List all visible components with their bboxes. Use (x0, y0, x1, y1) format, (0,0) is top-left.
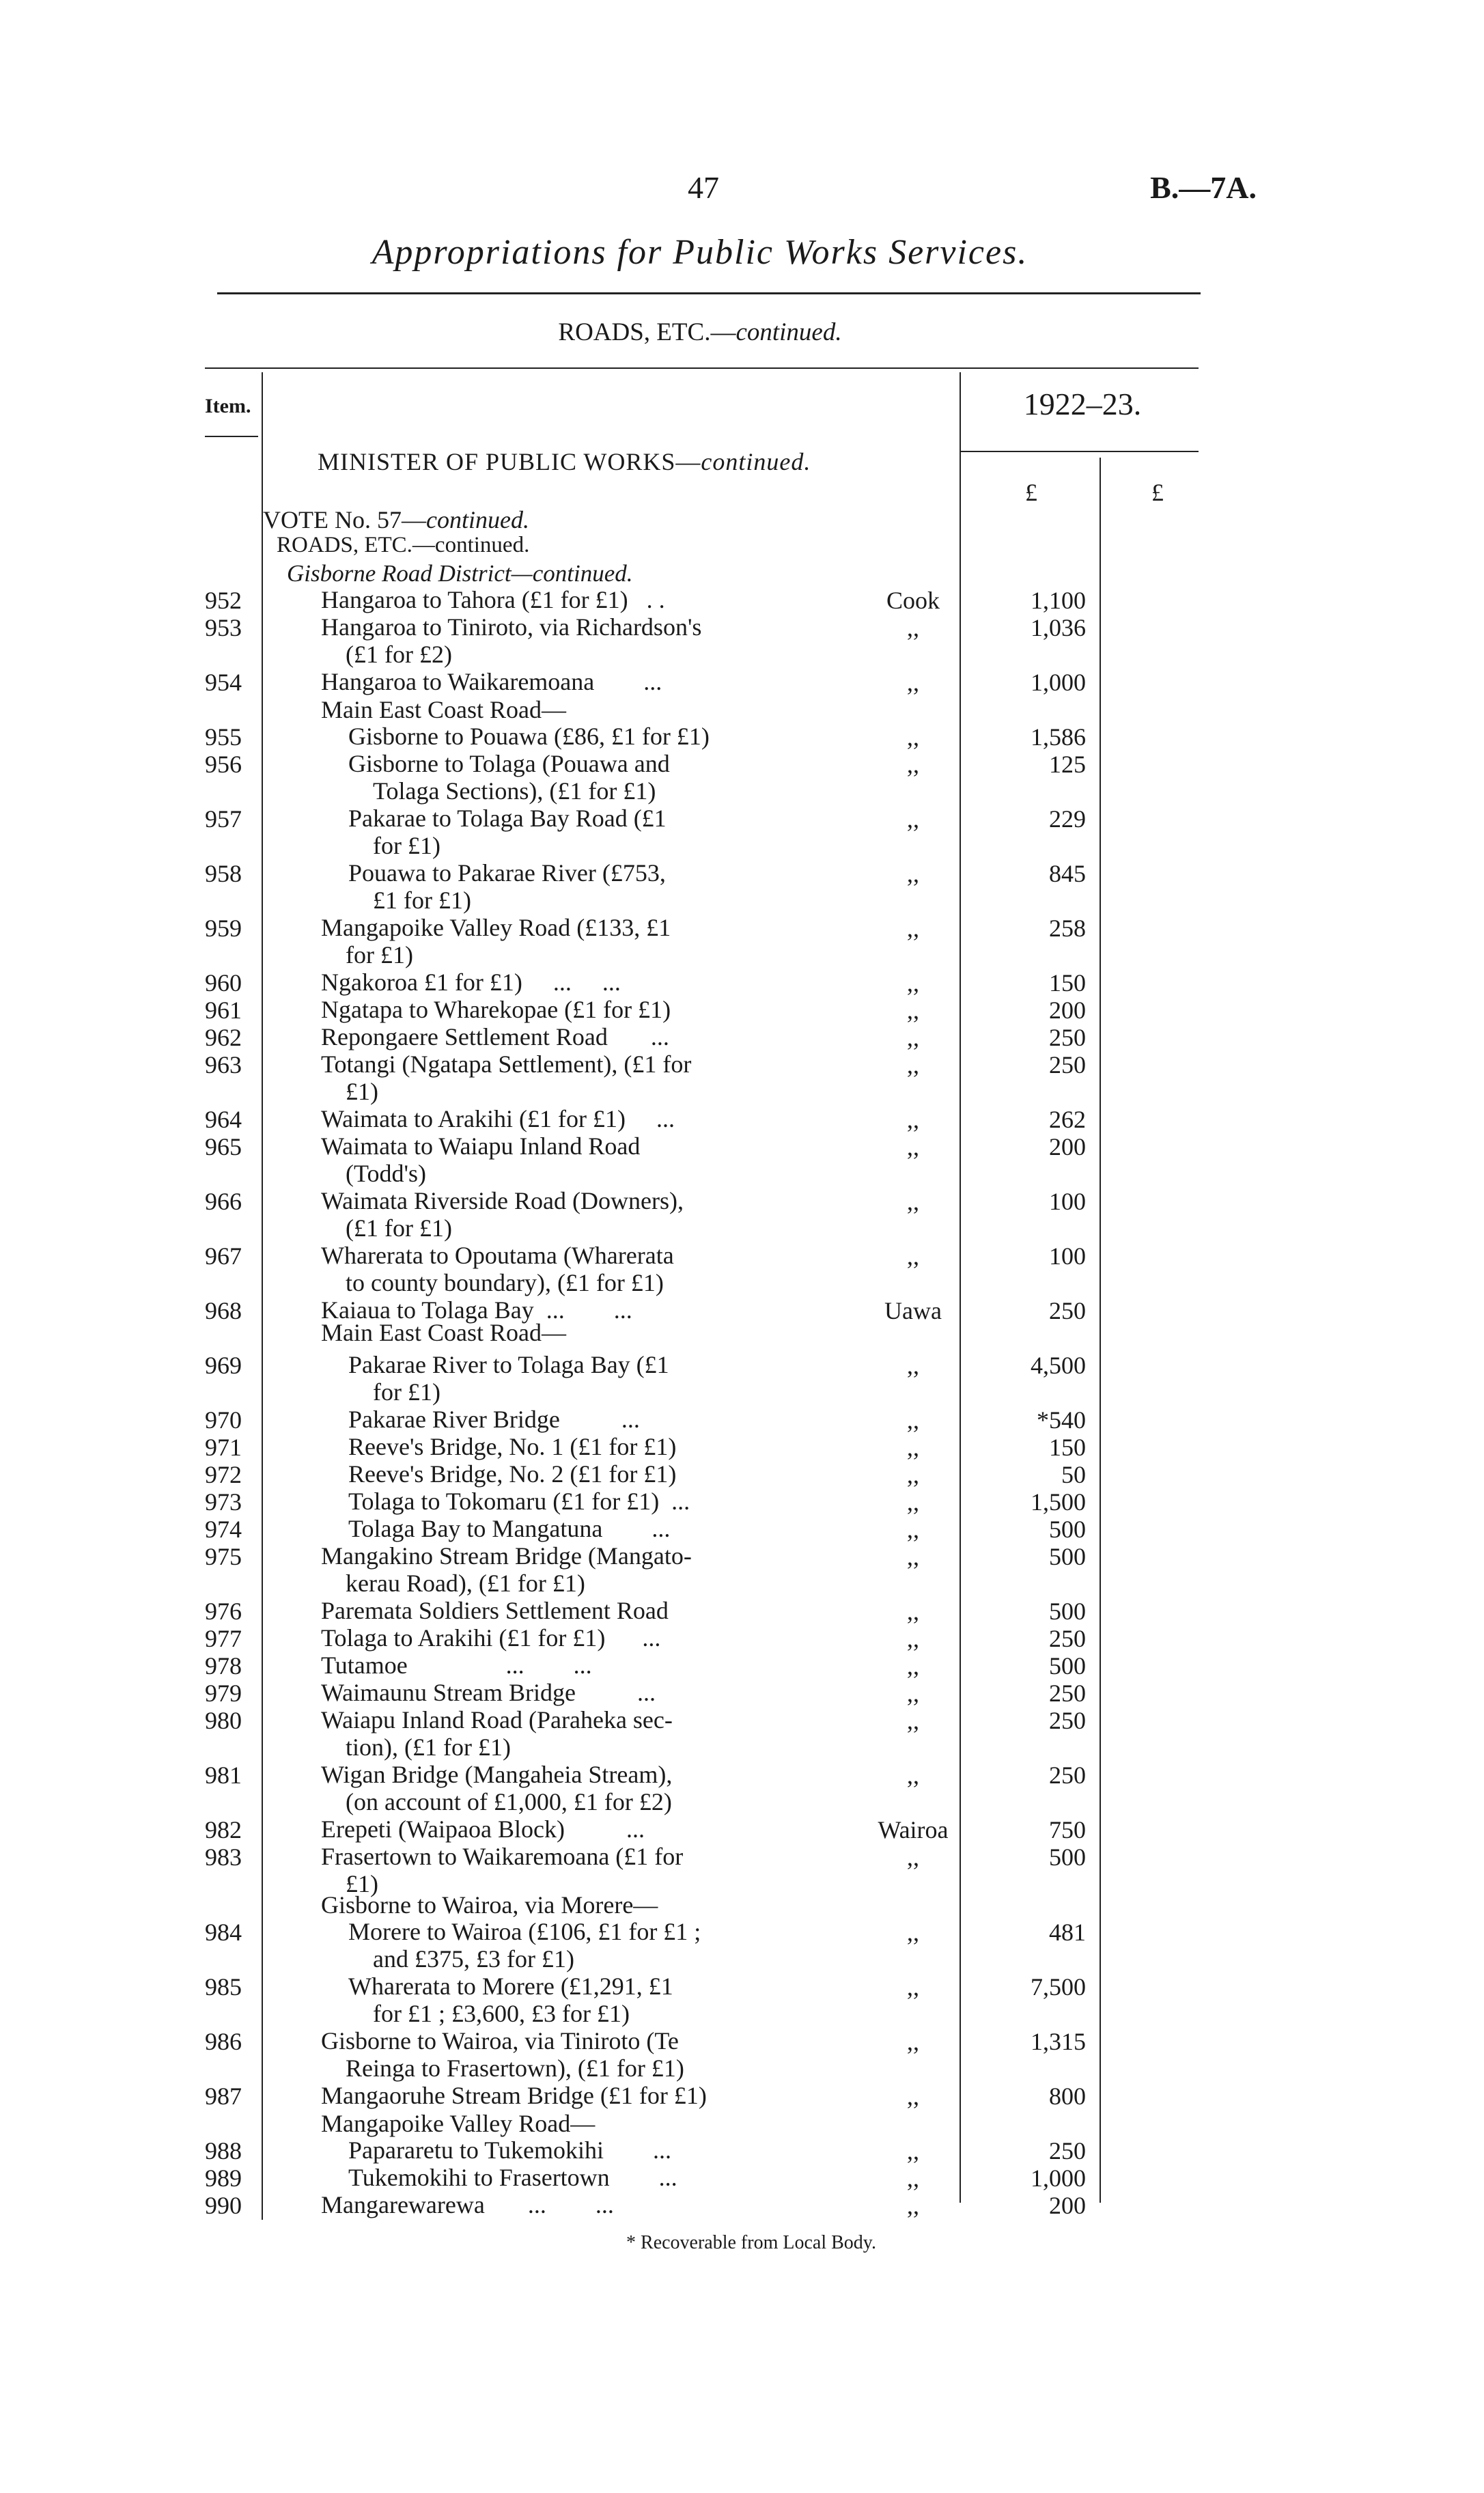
item-description (321, 1597, 669, 1624)
county-name: ,, (907, 751, 919, 778)
county-name: ,, (907, 1516, 919, 1543)
amount-value: 250 (1049, 1707, 1086, 1734)
amount-value: 100 (1049, 1188, 1086, 1215)
county-name: ,, (907, 1406, 919, 1434)
amount-value: 1,000 (1031, 669, 1086, 696)
item-number: 973 (205, 1488, 242, 1516)
item-number: 978 (205, 1652, 242, 1680)
description-line: Kaiaua to Tolaga Bay ... ... (321, 1296, 632, 1324)
item-number: 961 (205, 997, 242, 1024)
description-line: (on account of £1,000, £1 for £2) (346, 1788, 672, 1815)
description-line: Repongaere Settlement Road ... (321, 1023, 669, 1050)
county-name: ,, (907, 1133, 919, 1160)
description-line: Pouawa to Pakarae River (£753, (348, 859, 666, 887)
item-number: 967 (205, 1242, 242, 1270)
description-line: £1) (346, 1078, 378, 1105)
item-number: 953 (205, 614, 242, 641)
table-top-rule (205, 367, 1199, 369)
amount-value: 100 (1049, 1242, 1086, 1270)
item-description (348, 1918, 701, 1973)
county-name: ,, (907, 669, 919, 696)
item-description (321, 613, 701, 668)
description-line: (£1 for £1) (346, 1214, 452, 1242)
item-description (321, 1132, 640, 1187)
item-number: 971 (205, 1434, 242, 1461)
description-line: Pakarae River Bridge ... (348, 1406, 640, 1433)
county-name: ,, (907, 1919, 919, 1946)
amount-value: 500 (1049, 1543, 1086, 1570)
item-number: 975 (205, 1543, 242, 1570)
item-description (348, 723, 710, 750)
item-description (321, 1105, 675, 1132)
description-line: for £1) (373, 832, 440, 859)
year-header-rule (960, 451, 1199, 452)
county-name: ,, (907, 2192, 919, 2219)
description-line: Tolaga Sections), (£1 for £1) (373, 777, 656, 805)
item-number: 969 (205, 1352, 242, 1379)
vote-heading (263, 505, 529, 534)
item-description (321, 1706, 673, 1761)
item-column-divider (262, 372, 263, 2220)
description-line: Gisborne to Tolaga (Pouawa and (348, 750, 670, 777)
description-line: Wharerata to Morere (£1,291, £1 (348, 1973, 673, 2000)
amount-value: 258 (1049, 915, 1086, 942)
amount-value: 500 (1049, 1843, 1086, 1871)
item-number: 983 (205, 1843, 242, 1871)
description-line: Reeve's Bridge, No. 2 (£1 for £1) (348, 1460, 677, 1488)
item-number: 959 (205, 915, 242, 942)
description-line: Paremata Soldiers Settlement Road (321, 1597, 669, 1624)
amount-value: 500 (1049, 1598, 1086, 1625)
description-line: Tolaga to Arakihi (£1 for £1) ... (321, 1624, 661, 1652)
description-line: and £375, £3 for £1) (373, 1945, 574, 1973)
amount-value: 200 (1049, 997, 1086, 1024)
item-description (348, 1973, 673, 2027)
description-line: kerau Road), (£1 for £1) (346, 1570, 585, 1597)
description-line: Morere to Wairoa (£106, £1 for £1 ; (348, 1918, 701, 1945)
item-number: 981 (205, 1761, 242, 1789)
county-name: ,, (907, 805, 919, 833)
description-line: Tolaga to Tokomaru (£1 for £1) ... (348, 1488, 690, 1515)
description-line: Mangarewarewa ... ... (321, 2191, 614, 2218)
item-number: 957 (205, 805, 242, 833)
amount-value: 1,315 (1031, 2028, 1086, 2055)
title-rule (217, 292, 1201, 294)
item-description (321, 2082, 707, 2109)
county-name: ,, (907, 1761, 919, 1789)
item-header-rule (205, 436, 258, 437)
amount-value: 250 (1049, 1761, 1086, 1789)
description-line: Waimata to Arakihi (£1 for £1) ... (321, 1105, 675, 1132)
vote-heading-main: VOTE No. 57— (263, 506, 426, 533)
description-line: Hangaroa to Tiniroto, via Richardson's (321, 613, 702, 641)
amount-value: 250 (1049, 2137, 1086, 2164)
county-name: ,, (907, 1188, 919, 1215)
county-name: ,, (907, 2164, 919, 2192)
amount-value: 250 (1049, 1024, 1086, 1051)
page-title: Appropriations for Public Works Services. (372, 233, 1028, 272)
item-description (321, 668, 662, 695)
item-number: 954 (205, 669, 242, 696)
description-line: (£1 for £2) (346, 641, 452, 668)
description-line: Reeve's Bridge, No. 1 (£1 for £1) (348, 1433, 677, 1460)
pound-unit-column-1: £ (1025, 479, 1037, 506)
county-name: ,, (907, 915, 919, 942)
county-name: ,, (907, 2028, 919, 2055)
item-description (321, 1652, 592, 1679)
district-heading: Gisborne Road District—continued. (287, 560, 633, 587)
item-number: 988 (205, 2137, 242, 2164)
item-description (348, 1488, 690, 1515)
county-name: ,, (907, 1352, 919, 1379)
amount-value: 500 (1049, 1652, 1086, 1680)
county-name: ,, (907, 1598, 919, 1625)
item-description (321, 1815, 645, 1843)
description-line: Waimata to Waiapu Inland Road (321, 1132, 641, 1160)
amount-value: 200 (1049, 1133, 1086, 1160)
minister-heading-italic: continued. (701, 448, 811, 475)
item-number: 952 (205, 587, 242, 614)
amount-value: 4,500 (1031, 1352, 1086, 1379)
item-number: 990 (205, 2192, 242, 2219)
amount-value: 262 (1049, 1106, 1086, 1133)
subheading-main-east-coast-road-2: Main East Coast Road— (321, 1319, 566, 1346)
description-line: Tutamoe ... ... (321, 1652, 592, 1679)
description-line: Tolaga Bay to Mangatuna ... (348, 1515, 671, 1542)
county-name: ,, (907, 1680, 919, 1707)
amount-value: 1,586 (1031, 723, 1086, 751)
county-name: ,, (907, 614, 919, 641)
description-line: Tukemokihi to Frasertown ... (348, 2164, 677, 2191)
amount-value: 150 (1049, 969, 1086, 997)
roads-subheading: ROADS, ETC.—continued. (277, 533, 530, 557)
amount-value: 125 (1049, 751, 1086, 778)
description-line: Waimaunu Stream Bridge ... (321, 1679, 656, 1706)
county-name: ,, (907, 1488, 919, 1516)
item-description (348, 1515, 670, 1542)
county-name: ,, (907, 1625, 919, 1652)
description-line: Hangaroa to Tahora (£1 for £1) . . (321, 586, 665, 613)
description-line: Mangaoruhe Stream Bridge (£1 for £1) (321, 2082, 707, 2109)
county-name: ,, (907, 2083, 919, 2110)
county-name: ,, (907, 1652, 919, 1680)
item-description (348, 1460, 676, 1488)
subheading-main-east-coast-road: Main East Coast Road— (321, 696, 566, 723)
county-name: ,, (907, 1843, 919, 1871)
description-line: Wigan Bridge (Mangaheia Stream), (321, 1761, 673, 1788)
amount-value: *540 (1037, 1406, 1086, 1434)
total-column-divider (1100, 458, 1101, 2203)
item-description (321, 2027, 684, 2082)
county-name: ,, (907, 1242, 919, 1270)
item-number: 962 (205, 1024, 242, 1051)
description-line: £1 for £1) (373, 887, 471, 914)
description-line: Waiapu Inland Road (Paraheka sec- (321, 1706, 673, 1733)
minister-heading (318, 447, 811, 476)
description-line: £1) (346, 1870, 378, 1897)
item-description (321, 1023, 669, 1050)
description-line: tion), (£1 for £1) (346, 1733, 511, 1761)
description-line: Waimata Riverside Road (Downers), (321, 1187, 684, 1214)
item-number: 984 (205, 1919, 242, 1946)
description-line: Erepeti (Waipaoa Block) ... (321, 1815, 645, 1843)
amount-value: 250 (1049, 1680, 1086, 1707)
description-line: for £1 ; £3,600, £3 for £1) (373, 2000, 630, 2027)
item-number: 987 (205, 2083, 242, 2110)
county-name: ,, (907, 1106, 919, 1133)
description-line: (Todd's) (346, 1160, 426, 1187)
item-description (321, 2191, 614, 2218)
description-line: Mangakino Stream Bridge (Mangato- (321, 1542, 692, 1570)
description-line: Frasertown to Waikaremoana (£1 for (321, 1843, 684, 1870)
item-number: 956 (205, 751, 242, 778)
county-name: ,, (907, 723, 919, 751)
item-number: 966 (205, 1188, 242, 1215)
description-line: Reinga to Frasertown), (£1 for £1) (346, 2055, 684, 2082)
amount-value: 1,500 (1031, 1488, 1086, 1516)
item-number: 970 (205, 1406, 242, 1434)
amount-value: 1,036 (1031, 614, 1086, 641)
amount-value: 1,100 (1031, 587, 1086, 614)
description-line: Pakarae River to Tolaga Bay (£1 (348, 1351, 669, 1378)
county-name: ,, (907, 1051, 919, 1078)
item-number: 974 (205, 1516, 242, 1543)
item-description (348, 859, 666, 914)
item-number: 980 (205, 1707, 242, 1734)
item-description (321, 1679, 656, 1706)
item-number: 965 (205, 1133, 242, 1160)
item-description (321, 1296, 632, 1324)
county-name: ,, (907, 1461, 919, 1488)
description-line: Ngatapa to Wharekopae (£1 for £1) (321, 996, 671, 1023)
item-number: 986 (205, 2028, 242, 2055)
county-name: Uawa (884, 1297, 942, 1324)
county-name: ,, (907, 969, 919, 997)
item-number: 963 (205, 1051, 242, 1078)
amount-value: 7,500 (1031, 1973, 1086, 2001)
item-description (348, 1406, 640, 1433)
description-line: Papararetu to Tukemokihi ... (348, 2136, 671, 2164)
item-description (321, 1542, 692, 1597)
section-heading-main: ROADS, ETC.— (558, 318, 736, 346)
item-column-header: Item. (205, 395, 251, 417)
county-name: ,, (907, 860, 919, 887)
section-heading-italic: continued. (736, 318, 842, 346)
amount-value: 481 (1049, 1919, 1086, 1946)
amount-value: 845 (1049, 860, 1086, 887)
item-number: 968 (205, 1297, 242, 1324)
county-name: ,, (907, 1707, 919, 1734)
item-description (321, 996, 671, 1023)
item-number: 989 (205, 2164, 242, 2192)
item-number: 958 (205, 860, 242, 887)
amount-value: 500 (1049, 1516, 1086, 1543)
item-description (321, 914, 671, 969)
description-line: Totangi (Ngatapa Settlement), (£1 for (321, 1050, 692, 1078)
description-line: for £1) (373, 1378, 440, 1406)
item-description (321, 1187, 684, 1242)
amount-value: 200 (1049, 2192, 1086, 2219)
amount-value: 150 (1049, 1434, 1086, 1461)
item-description (321, 586, 665, 613)
item-number: 985 (205, 1973, 242, 2001)
amount-value: 1,000 (1031, 2164, 1086, 2192)
subheading-mangapoike-valley-road: Mangapoike Valley Road— (321, 2110, 596, 2137)
item-description (321, 1761, 672, 1815)
item-description (348, 1433, 676, 1460)
amount-value: 250 (1049, 1051, 1086, 1078)
item-number: 977 (205, 1625, 242, 1652)
item-number: 955 (205, 723, 242, 751)
county-name: ,, (907, 1973, 919, 2001)
item-description (321, 969, 621, 996)
item-description (348, 805, 667, 859)
description-line: Wharerata to Opoutama (Wharerata (321, 1242, 674, 1269)
county-name: Cook (886, 587, 940, 614)
item-description (321, 1050, 691, 1105)
county-name: ,, (907, 1543, 919, 1570)
amount-value: 50 (1061, 1461, 1086, 1488)
county-name: ,, (907, 1434, 919, 1461)
item-number: 979 (205, 1680, 242, 1707)
item-description (348, 2136, 671, 2164)
page-number: 47 (688, 170, 719, 205)
amount-value: 800 (1049, 2083, 1086, 2110)
item-description (321, 1843, 683, 1897)
county-name: Wairoa (878, 1816, 949, 1843)
amount-value: 229 (1049, 805, 1086, 833)
amount-value: 250 (1049, 1625, 1086, 1652)
item-description (348, 2164, 677, 2191)
description-line: Hangaroa to Waikaremoana ... (321, 668, 662, 695)
section-heading (205, 318, 1195, 347)
item-description (321, 1242, 674, 1296)
description-line: Mangapoike Valley Road (£133, £1 (321, 914, 671, 941)
description-line: Gisborne to Pouawa (£86, £1 for £1) (348, 723, 710, 750)
document-code: B.—7A. (1150, 170, 1257, 205)
year-column-header: 1922–23. (1023, 387, 1142, 421)
item-number: 976 (205, 1598, 242, 1625)
vote-heading-italic: continued. (425, 506, 529, 533)
item-number: 972 (205, 1461, 242, 1488)
description-line: Ngakoroa £1 for £1) ... ... (321, 969, 621, 996)
description-line: to county boundary), (£1 for £1) (346, 1269, 664, 1296)
subheading-gisborne-to-wairoa: Gisborne to Wairoa, via Morere— (321, 1891, 658, 1919)
pound-unit-column-2: £ (1151, 479, 1164, 506)
footnote: * Recoverable from Local Body. (626, 2232, 876, 2253)
amount-value: 750 (1049, 1816, 1086, 1843)
minister-heading-main: MINISTER OF PUBLIC WORKS— (318, 448, 701, 475)
county-name: ,, (907, 997, 919, 1024)
description-line: for £1) (346, 941, 413, 969)
county-name: ,, (907, 2137, 919, 2164)
item-description (321, 1624, 660, 1652)
item-number: 982 (205, 1816, 242, 1843)
description-line: Pakarae to Tolaga Bay Road (£1 (348, 805, 667, 832)
description-line: Gisborne to Wairoa, via Tiniroto (Te (321, 2027, 679, 2055)
county-name: ,, (907, 1024, 919, 1051)
item-number: 960 (205, 969, 242, 997)
item-number: 964 (205, 1106, 242, 1133)
item-description (348, 1351, 669, 1406)
item-description (348, 750, 670, 805)
amount-value: 250 (1049, 1297, 1086, 1324)
